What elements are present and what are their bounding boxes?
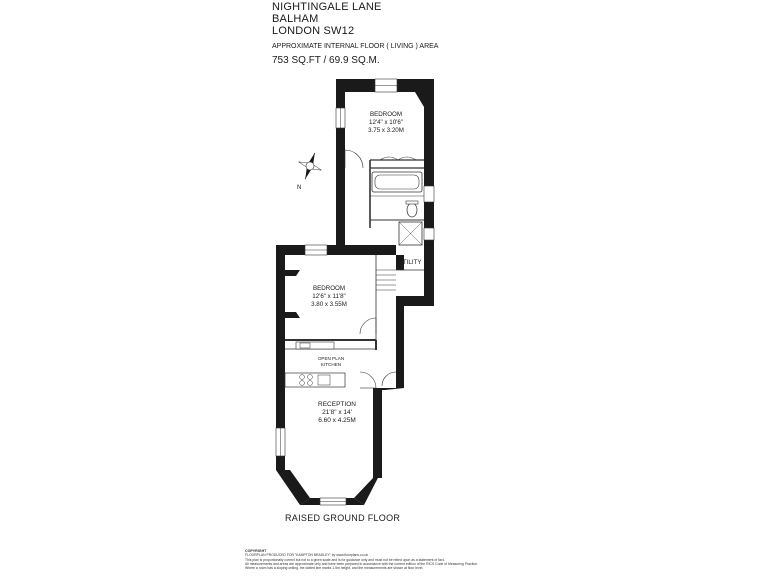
bedroom-upper-metric: 3.75 x 3.20M	[368, 127, 404, 134]
bedroom-lower-metric: 3.80 x 3.55M	[311, 301, 347, 308]
address-line-city: LONDON SW12	[272, 25, 355, 37]
copyright-line-1: FLOORPLAN PRODUCED FOR "KAMPTON BRADLEY" by www.floorplans.co.uk	[245, 553, 369, 558]
copyright-title: COPYRIGHT	[245, 549, 267, 553]
reception-imperial: 21'8" x 14'	[322, 409, 352, 416]
reception-name: RECEPTION	[318, 401, 356, 408]
bedroom-lower-imperial: 12'6" x 11'8"	[312, 293, 346, 300]
doors	[360, 318, 396, 388]
bedroom-lower-name: BEDROOM	[313, 285, 345, 292]
floor-level-label: RAISED GROUND FLOOR	[285, 513, 401, 523]
copyright-line-2: This plan is proportionally correct but not to a given scale and is for guidance only and must not be relied upon as a statement of fact.	[245, 557, 445, 562]
floor-area-label: APPROXIMATE INTERNAL FLOOR ( LIVING ) AREA	[272, 43, 439, 50]
utility-name: UTILITY	[398, 259, 422, 266]
address-line-street: NIGHTINGALE LANE	[272, 1, 382, 13]
compass-icon	[294, 149, 326, 184]
floor-area-value: 753 SQ.FT / 69.9 SQ.M.	[272, 55, 380, 66]
copyright-notice	[245, 549, 530, 570]
address-line-area: BALHAM	[272, 13, 319, 25]
compass-north-label: N	[297, 185, 302, 191]
reception-metric: 6.60 x 4.25M	[318, 417, 356, 424]
kitchen-label-line2: KITCHEN	[320, 362, 342, 367]
bedroom-upper-name: BEDROOM	[370, 111, 402, 118]
copyright-line-3: All measurements and areas are approximate only and have been prepared in accordance with the current edition of the RICS Code of Measuring Practice.	[245, 561, 478, 566]
kitchen-label-line1: OPEN PLAN	[317, 356, 345, 361]
copyright-line-4: Where a room has a sloping ceiling, the dotted line marks 1.5m height, and the measurements are shown at floor level.	[245, 566, 424, 571]
bedroom-upper-imperial: 12'4" x 10'6"	[369, 119, 403, 126]
